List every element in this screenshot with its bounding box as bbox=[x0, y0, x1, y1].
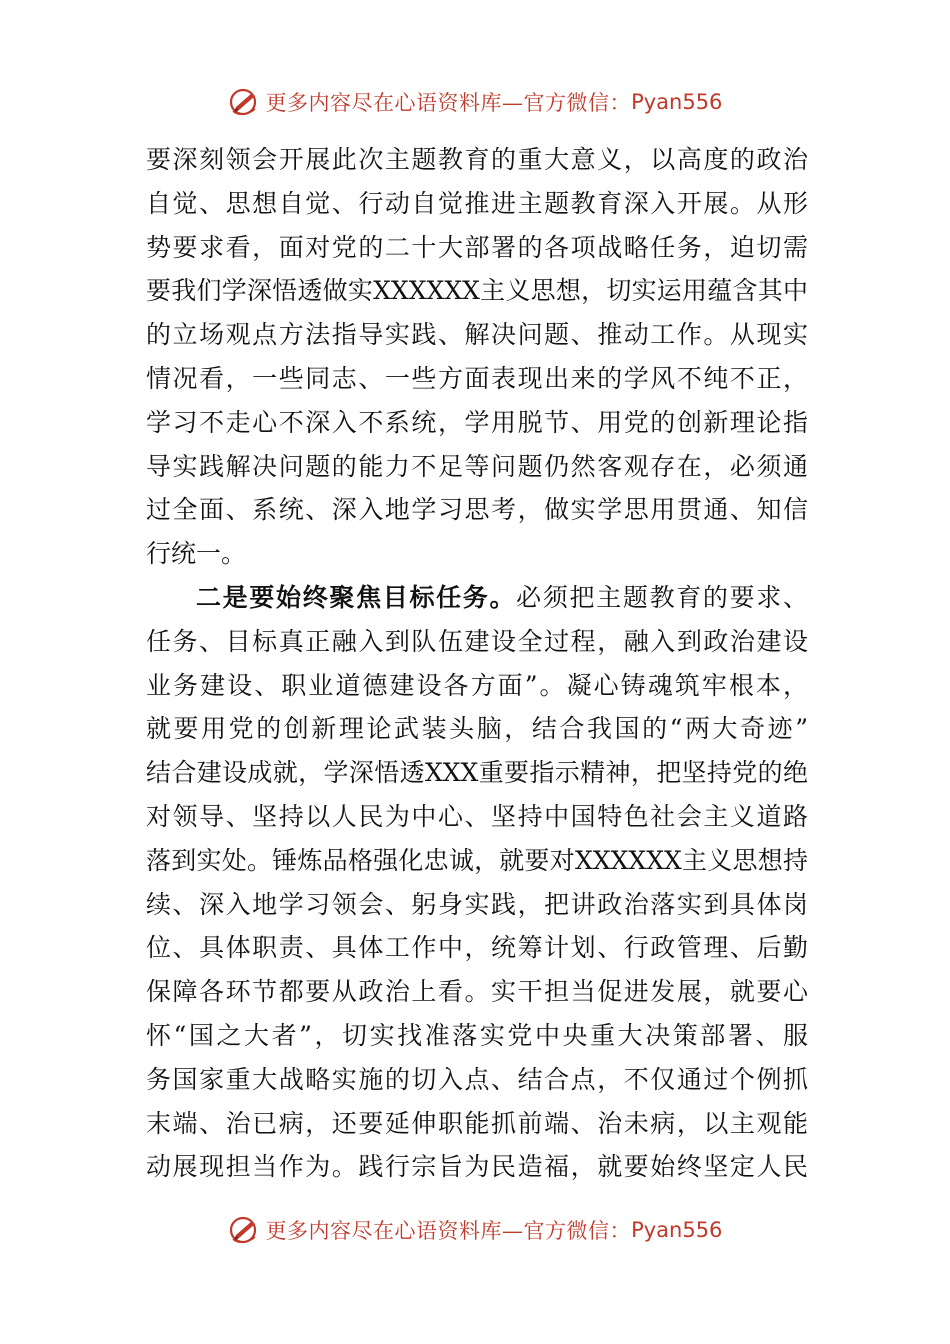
text-line: 情况看，一些同志、一些方面表现出来的学风不纯不正， bbox=[146, 363, 808, 393]
section-heading-lead: 二是要始终聚焦目标任务。 bbox=[196, 582, 517, 612]
lead-line-rest: 必须把主题教育的要求、 bbox=[516, 582, 808, 612]
text-line: 任务、目标真正融入到队伍建设全过程，融入到政治建设 bbox=[146, 626, 808, 656]
text-line: 末端、治已病，还要延伸职能抓前端、治未病，以主观能 bbox=[146, 1108, 808, 1138]
text-line: 怀“国之大者”，切实找准落实党中央重大决策部署、服 bbox=[146, 1020, 808, 1050]
text-line: 要深刻领会开展此次主题教育的重大意义，以高度的政治 bbox=[146, 145, 808, 174]
footer-wechat-id: Pyan556 bbox=[631, 1218, 723, 1242]
pen-logo-icon bbox=[228, 1213, 262, 1247]
document-body bbox=[146, 138, 808, 1189]
text-line: 务国家重大战略实施的切入点、结合点，不仅通过个例抓 bbox=[146, 1064, 808, 1094]
text-line: 动展现担当作为。践行宗旨为民造福，就要始终坚定人民 bbox=[146, 1152, 808, 1182]
text-line: 对领导、坚持以人民为中心、坚持中国特色社会主义道路 bbox=[146, 801, 808, 831]
header-wechat-id: Pyan556 bbox=[631, 90, 723, 114]
text-line: 过全面、系统、深入地学习思考，做实学思用贯通、知信 bbox=[146, 495, 808, 525]
text-line: 自觉、思想自觉、行动自觉推进主题教育深入开展。从形 bbox=[146, 188, 808, 218]
text-line: 学习不走心不深入不系统，学用脱节、用党的创新理论指 bbox=[146, 407, 808, 437]
text-line: 保障各环节都要从政治上看。实干担当促进发展，就要心 bbox=[146, 977, 808, 1007]
header-banner-text: 更多内容尽在心语资料库—官方微信： bbox=[265, 91, 632, 115]
text-line: 行统一。 bbox=[146, 539, 247, 569]
footer-watermark-banner bbox=[0, 1210, 950, 1250]
text-line: 落到实处。锤炼品格强化忠诚，就要对XXXXXX主义思想持 bbox=[146, 845, 808, 875]
pen-logo-icon bbox=[228, 85, 262, 119]
header-watermark-banner bbox=[0, 82, 950, 122]
text-line: 续、深入地学习领会、躬身实践，把讲政治落实到具体岗 bbox=[146, 889, 808, 919]
text-line: 结合建设成就，学深悟透XXX重要指示精神，把坚持党的绝 bbox=[146, 758, 808, 788]
text-line: 的立场观点方法指导实践、解决问题、推动工作。从现实 bbox=[146, 320, 808, 350]
text-line: 势要求看，面对党的二十大部署的各项战略任务，迫切需 bbox=[146, 232, 808, 262]
text-line: 要我们学深悟透做实XXXXXX主义思想，切实运用蕴含其中 bbox=[146, 276, 808, 306]
text-line: 业务建设、职业道德建设各方面”。凝心铸魂筑牢根本， bbox=[146, 670, 808, 700]
text-line: 导实践解决问题的能力不足等问题仍然客观存在，必须通 bbox=[146, 451, 808, 481]
text-line: 就要用党的创新理论武装头脑，结合我国的“两大奇迹” bbox=[146, 714, 808, 744]
footer-banner-text: 更多内容尽在心语资料库—官方微信： bbox=[265, 1219, 632, 1243]
paragraph-lead-line bbox=[146, 576, 808, 620]
text-line: 位、具体职责、具体工作中，统筹计划、行政管理、后勤 bbox=[146, 933, 808, 963]
